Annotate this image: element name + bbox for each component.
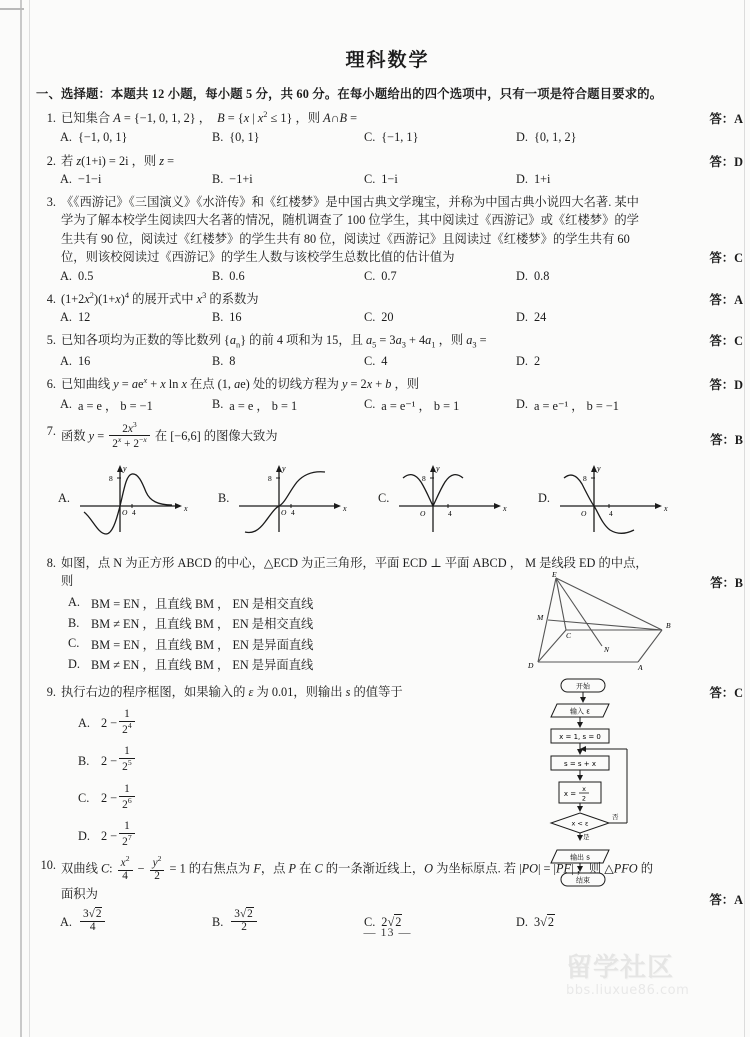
question-7: [30, 419, 745, 536]
question-2: [30, 152, 745, 187]
question-stem: $(1+2x^2)(1+x)^4$ 的展开式中 $x^3$ 的系数为: [61, 290, 259, 306]
exam-page: [30, 0, 745, 1037]
stem-line: 生共有 90 位，阅读过《红楼梦》的学生共有 80 位，阅读过《西游记》且阅读过《红楼梦》的学生共有 60: [61, 231, 630, 246]
answer-6: 答：D: [709, 378, 743, 393]
x-axis-label: x: [663, 504, 668, 514]
option-d[interactable]: D. 3√2: [516, 914, 555, 929]
origin-label: O: [121, 508, 128, 518]
x-term-fraction: $\frac{x^2}{4}$: [118, 855, 133, 883]
graph-d-svg: [554, 460, 672, 536]
question-stem: [61, 853, 745, 904]
answer-1: 答：A: [709, 112, 743, 126]
graph-option-a[interactable]: A. x y 8 O 4: [58, 460, 218, 536]
option-b[interactable]: B. a = e ， b = 1: [212, 397, 298, 413]
origin-label: O: [281, 508, 287, 518]
answer-8: 答：B: [710, 576, 743, 591]
option-a[interactable]: A. 0.5: [60, 268, 94, 283]
question-8: [30, 554, 745, 673]
x-axis-label: x: [503, 504, 507, 514]
y-axis-label: y: [596, 464, 601, 474]
option-c[interactable]: C. {−1, 1}: [364, 129, 419, 144]
origin-label: O: [420, 509, 426, 519]
flow-halve-num: x: [582, 785, 586, 794]
graph-option-d[interactable]: D. x y 8 O 4: [538, 460, 698, 536]
answer-10: 答：A: [709, 892, 743, 907]
x-tick-label: 4: [291, 508, 296, 518]
question-5: [30, 331, 745, 369]
option-a[interactable]: A. −1−i: [60, 171, 102, 186]
option-b[interactable]: B. −1+i: [212, 171, 253, 186]
flow-no-label: 否: [612, 813, 619, 822]
y-tick-label: 8: [582, 474, 587, 484]
option-a[interactable]: A. {−1, 0, 1}: [60, 129, 128, 144]
flowchart-svg: [517, 677, 667, 849]
fraction-c: $\frac{1}{2^6}$: [119, 784, 135, 812]
flow-halve-den: 2: [581, 794, 587, 803]
watermark-url: bbs.liuxue86.com: [566, 983, 690, 998]
flow-output-label: 输出 s: [570, 853, 590, 862]
stem-line: 《《西游记》《三国演义》《水浒传》和《红楼梦》是中国古典文学瑰宝，并称为中国古典小说四大名著. 某中: [61, 194, 639, 209]
vertex-label-D: D: [528, 661, 534, 671]
fraction-d: $\frac{1}{2^7}$: [119, 821, 135, 849]
question-number: 6.: [46, 377, 56, 392]
flow-accumulate-label: s = s + x: [563, 760, 597, 769]
flow-start-label: 开始: [576, 682, 590, 691]
x-axis-label: x: [183, 504, 188, 514]
options-6: [60, 396, 745, 414]
option-a[interactable]: A. a = e ， b = −1: [60, 397, 153, 413]
option-d[interactable]: D. 0.8: [516, 268, 550, 283]
flow-halve-lead: x =: [563, 790, 577, 799]
option-b[interactable]: B. 2 − $\frac{1}{2^5}$: [78, 747, 745, 775]
section-heading: 一、选择题：本题共 12 小题，每小题 5 分，共 60 分。在每小题给出的四个选项中，只有一项是符合题目要求的。: [36, 87, 663, 101]
option-b[interactable]: B. BM ≠ EN ，且直线 BM ， EN 是相交直线: [68, 615, 314, 632]
answer-9: 答：C: [709, 686, 743, 701]
stem-line: 如图，点 N 为正方形 ABCD 的中心，△ECD 为正三角形，平面 ECD ⊥ 平面 ABCD ， M 是线段 ED 的中点，: [61, 556, 648, 571]
question-1: [30, 109, 745, 145]
y-tick-label: 8: [268, 474, 273, 484]
option-d[interactable]: D. 1+i: [516, 171, 551, 186]
question-stem: 已知集合 A = {−1, 0, 1, 2} ， B = {x | $x^2 \le 1$} ，则 A∩B =: [61, 110, 358, 126]
graph-options-7: [58, 460, 745, 536]
scan-edge-top: [0, 8, 24, 10]
stem-line: 则: [61, 574, 74, 589]
stem-line-1: 双曲线 C: $\frac{x^2}{4}$ − $\frac{y^2}{2}$ = 1 的右焦点为 F，点 P 在 C 的一条渐近线上，O 为坐标原点. 若 |PO| = |PF| ，则 △PFO 的: [61, 853, 654, 882]
graph-a-svg: [74, 460, 192, 536]
question-stem: [61, 193, 745, 267]
option-a[interactable]: A. 16: [60, 354, 91, 369]
option-c[interactable]: C. 2√2: [364, 914, 402, 929]
vertex-label-N: N: [604, 645, 610, 655]
option-b[interactable]: B. {0, 1}: [212, 129, 260, 144]
option-a[interactable]: A. $\frac{3√2}{4}$: [60, 910, 212, 935]
option-d[interactable]: D. {0, 1, 2}: [516, 129, 577, 144]
option-c[interactable]: C. 4: [364, 354, 388, 369]
x-axis-label: x: [343, 504, 347, 514]
question-number: 4.: [46, 291, 56, 306]
origin-label: O: [580, 509, 587, 519]
figure-8-svg: [520, 568, 685, 680]
question-stem: 若 z(1+i) = 2i ，则 z =: [61, 153, 175, 168]
option-c[interactable]: C. BM = EN ，且直线 BM ， EN 是异面直线: [68, 636, 314, 652]
question-stem: 函数 y = $\frac{2x^3}{2^x + 2^{-x}}$ 在 [−6,6] 的图像大致为: [61, 419, 278, 451]
options-3: [60, 269, 745, 284]
page-number: — 13 —: [363, 925, 412, 939]
flow-input-label: 输入 ε: [569, 707, 591, 716]
vertex-label-B: B: [666, 621, 671, 631]
flow-decision-label: x < ε: [571, 819, 589, 828]
page-title: 理科数学: [345, 49, 430, 71]
option-d[interactable]: D. 2 − $\frac{1}{2^7}$: [78, 822, 745, 850]
question-4: [30, 290, 745, 326]
flow-init-label: x = 1, s = 0: [559, 733, 601, 742]
option-d[interactable]: D. 24: [516, 310, 547, 325]
y-tick-label: 8: [422, 474, 427, 484]
stem-line: 位，则该校阅读过《西游记》的学生人数与该校学生总数比值的估计值为: [61, 250, 455, 265]
option-c[interactable]: C. 20: [364, 310, 394, 325]
fraction-b: $\frac{3√2}{2}$: [231, 909, 257, 934]
answer-4: 答：A: [709, 292, 743, 307]
option-b[interactable]: B. 16: [212, 310, 242, 325]
graph-c-svg: [393, 460, 511, 536]
answer-5: 答：C: [709, 334, 743, 349]
options-1: [60, 130, 745, 145]
fraction-a: $\frac{3√2}{4}$: [80, 909, 106, 934]
y-axis-label: y: [282, 464, 286, 474]
question-stem: 执行右边的程序框图，如果输入的 ε 为 0.01，则输出 s 的值等于: [61, 685, 403, 700]
question-3: [30, 193, 745, 284]
y-term-fraction: $\frac{y^2}{2}$: [150, 855, 165, 883]
question-number: 5.: [46, 333, 56, 348]
option-c[interactable]: C. 2 − $\frac{1}{2^6}$: [78, 785, 745, 813]
question-stem: 已知曲线 $y = ae^x + x$ ln x 在点 (1, ae) 处的切线方程为 y = 2x + b ，则: [61, 376, 420, 392]
watermark-title: 留学社区: [566, 953, 675, 983]
question-number: 9.: [46, 685, 56, 700]
question-number: 10.: [40, 857, 56, 872]
y-axis-label: y: [122, 464, 127, 474]
flow-yes-label: 是: [583, 833, 590, 842]
y-axis-label: y: [436, 464, 440, 474]
option-a[interactable]: A. 2 − $\frac{1}{2^4}$: [78, 710, 745, 738]
option-c[interactable]: C. 0.7: [364, 268, 397, 283]
y-tick-label: 8: [108, 474, 113, 484]
x-tick-label: 4: [448, 509, 453, 519]
answer-2: 答：D: [709, 154, 743, 169]
answer-3: 答：C: [709, 250, 743, 265]
options-2: [60, 172, 745, 187]
graph-b-svg: [233, 460, 351, 536]
option-d[interactable]: D. BM ≠ EN ，且直线 BM ， EN 是异面直线: [68, 656, 314, 673]
stem-line-2: 面积为: [61, 887, 98, 902]
graph-option-b[interactable]: B. x y 8 O 4: [218, 460, 378, 536]
vertex-label-C: C: [566, 631, 572, 641]
option-b[interactable]: B. $\frac{3√2}{2}$: [212, 910, 364, 935]
value: 3√2: [533, 914, 555, 929]
question-number: 3.: [46, 194, 56, 209]
options-5: [60, 354, 745, 369]
question-10: [30, 853, 745, 935]
x-tick-label: 4: [131, 508, 136, 518]
question-6: [30, 375, 745, 414]
function-fraction: $\frac{2x^3}{2^x + 2^{-x}}$: [109, 421, 150, 451]
option-d[interactable]: D. 2: [516, 354, 541, 369]
option-a[interactable]: A. BM = EN ，且直线 BM ， EN 是相交直线: [68, 595, 314, 611]
value: 2√2: [381, 914, 402, 929]
scan-edge-left: [20, 0, 22, 1037]
fraction-b: $\frac{1}{2^5}$: [119, 746, 135, 774]
graph-option-c[interactable]: C. x y 8 O 4: [378, 460, 538, 536]
numerator: 3√2: [231, 909, 257, 922]
solid-geometry-figure: [520, 568, 685, 685]
question-number: 7.: [46, 423, 56, 438]
question-number: 8.: [46, 556, 56, 571]
answer-7: 答：B: [710, 432, 743, 447]
option-d[interactable]: D. a = e⁻¹ ， b = −1: [516, 397, 619, 413]
numerator: 3√2: [80, 909, 106, 922]
question-number: 1.: [46, 111, 56, 125]
option-b[interactable]: B. 0.6: [212, 268, 245, 283]
options-4: [60, 310, 745, 325]
vertex-label-M: M: [537, 613, 544, 623]
fraction-a: $\frac{1}{2^4}$: [119, 709, 135, 737]
option-a[interactable]: A. 12: [60, 310, 91, 325]
x-tick-label: 4: [608, 509, 613, 519]
option-c[interactable]: C. 1−i: [364, 171, 398, 186]
question-number: 2.: [46, 153, 56, 168]
question-stem: 已知各项均为正数的等比数列 $\{a_n\}$ 的前 4 项和为 15，且 $a_5 = 3a_3 + 4a_1$ ，则 $a_3$ =: [61, 333, 487, 350]
option-b[interactable]: B. 8: [212, 354, 236, 369]
vertex-label-E: E: [552, 570, 557, 580]
site-watermark: [566, 955, 742, 1017]
flow-end-label: 结束: [576, 876, 590, 885]
stem-line: 学为了解本校学生阅读四大名著的情况，随机调查了 100 位学生，其中阅读过《西游记》或《红楼梦》的学: [61, 213, 639, 228]
option-c[interactable]: C. a = e⁻¹ ， b = 1: [364, 397, 460, 413]
vertex-label-A: A: [638, 663, 643, 673]
